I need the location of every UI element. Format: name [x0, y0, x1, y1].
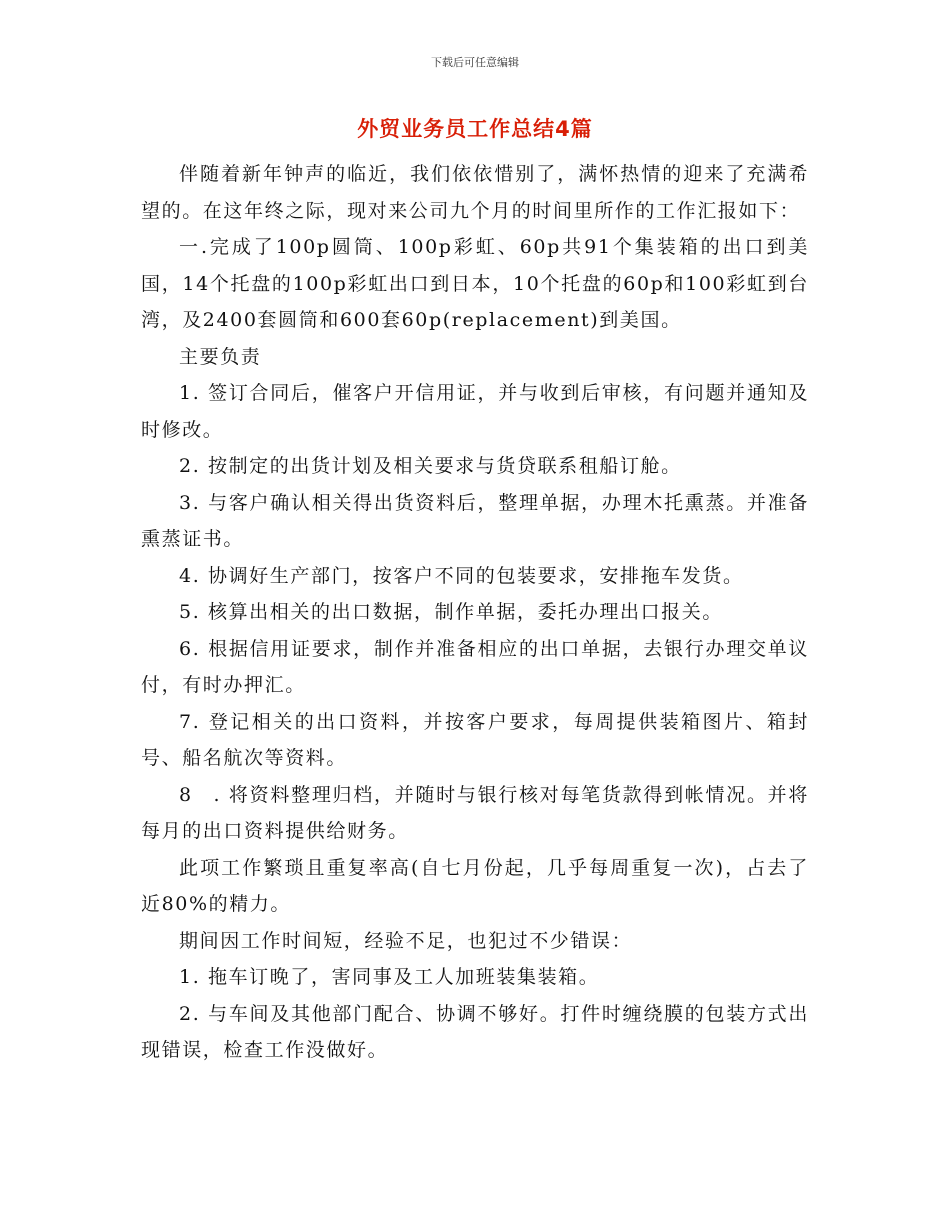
paragraph-duty-5: 5. 核算出相关的出口数据，制作单据，委托办理出口报关。	[179, 601, 723, 623]
document-body	[141, 156, 809, 1069]
paragraph-mistakes-heading: 期间因工作时间短，经验不足，也犯过不少错误：	[179, 929, 633, 952]
paragraph-duty-4: 4. 协调好生产部门，按客户不同的包装要求，安排拖车发货。	[179, 564, 744, 587]
paragraph-mistake-1: 1. 拖车订晚了，害同事及工人加班装集装箱。	[179, 966, 600, 988]
paragraph-duty-6: 6. 根据信用证要求，制作并准备相应的出口单据，去银行办理交单议付，有时办押汇。	[141, 637, 809, 696]
paragraph-mistake-2: 2. 与车间及其他部门配合、协调不够好。打件时缠绕膜的包装方式出现错误，检查工作没做好。	[141, 1002, 809, 1061]
paragraph-workload: 此项工作繁琐且重复率高(自七月份起，几乎每周重复一次)，占去了近80%的精力。	[141, 856, 809, 915]
paragraph-duty-1: 1. 签订合同后，催客户开信用证，并与收到后审核，有问题并通知及时修改。	[141, 382, 809, 441]
paragraph-duty-2: 2. 按制定的出货计划及相关要求与货贷联系租船订舱。	[179, 455, 682, 477]
header-note: 下载后可任意编辑	[431, 56, 519, 69]
paragraph-completed-work: 一.完成了100p圆筒、100p彩虹、60p共91个集装箱的出口到美国，14个托盘的100p彩虹出口到日本，10个托盘的60p和100彩虹到台湾，及2400套圆筒和600套60p(replacement)到美国。	[141, 236, 809, 331]
document-title: 外贸业务员工作总结4篇	[357, 117, 593, 141]
paragraph-intro: 伴随着新年钟声的临近，我们依依惜别了，满怀热情的迎来了充满希望的。在这年终之际，现对来公司九个月的时间里所作的工作汇报如下：	[141, 163, 809, 222]
paragraph-main-duties-heading: 主要负责	[179, 345, 262, 368]
paragraph-duty-3: 3. 与客户确认相关得出货资料后，整理单据，办理木托熏蒸。并准备熏蒸证书。	[141, 491, 809, 550]
paragraph-duty-7: 7. 登记相关的出口资料，并按客户要求，每周提供装箱图片、箱封号、船名航次等资料。	[141, 710, 809, 769]
paragraph-duty-8: 8 . 将资料整理归档，并随时与银行核对每笔货款得到帐情况。并将每月的出口资料提供给财务。	[141, 783, 809, 842]
